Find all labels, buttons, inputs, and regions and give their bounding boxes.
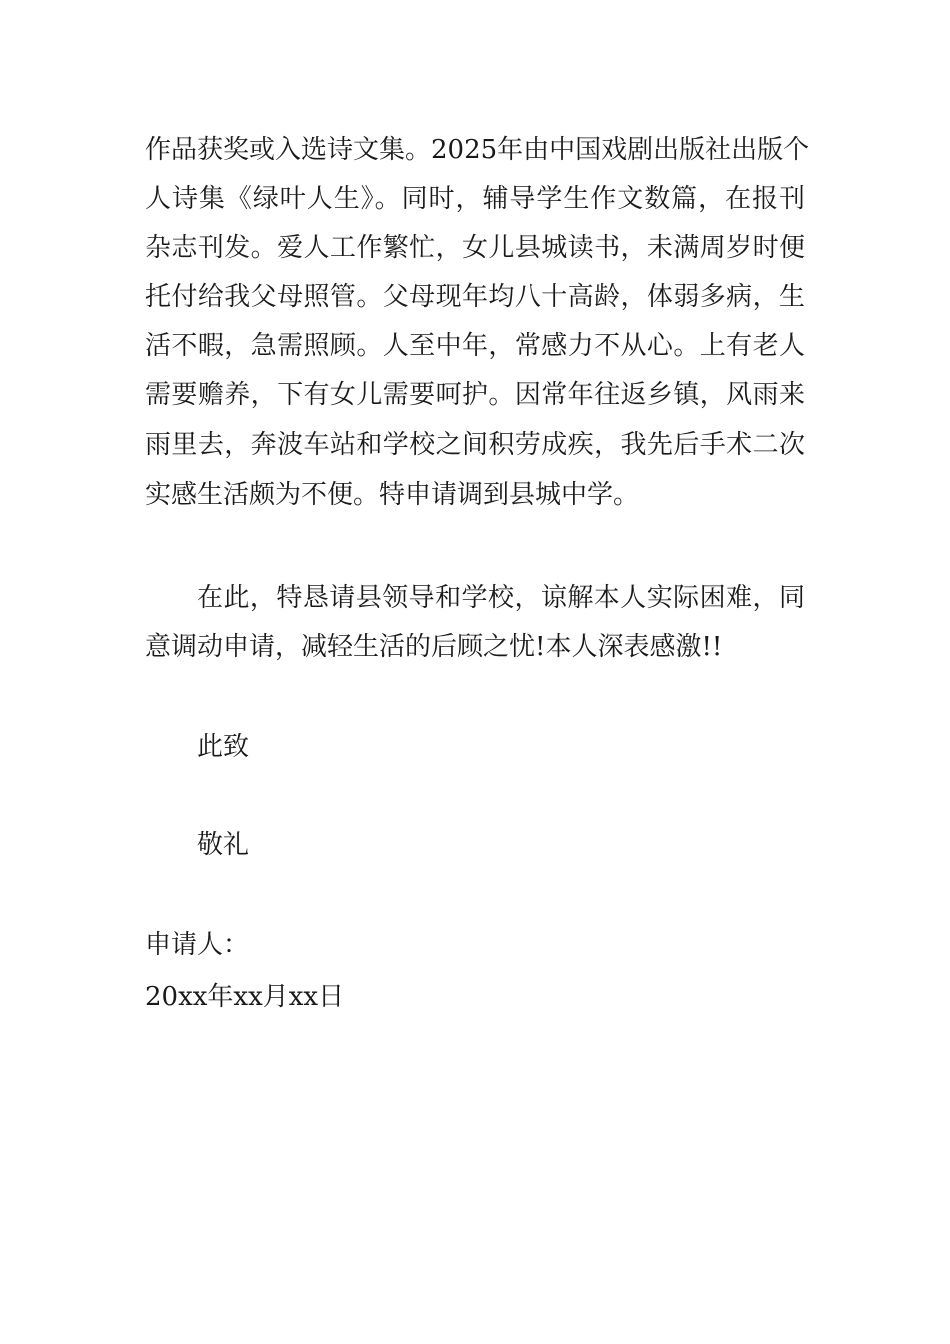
text-line: 意调动申请，减轻生活的后顾之忧!本人深表感激!!	[145, 632, 723, 662]
text-line: 实感生活颇为不便。特申请调到县城中学。	[145, 480, 640, 510]
text-line: 托付给我父母照管。父母现年均八十高龄，体弱多病，生	[145, 282, 805, 312]
text-line: 活不暇，急需照顾。人至中年，常感力不从心。上有老人	[145, 331, 805, 361]
date-line: 20xx年xx月xx日	[145, 982, 345, 1012]
text-line: 在此，特恳请县领导和学校，谅解本人实际困难，同	[197, 583, 805, 613]
closing-salutation-1: 此致	[197, 732, 250, 762]
text-line: 作品获奖或入选诗文集。2025年由中国戏剧出版社出版个	[145, 135, 810, 165]
applicant-label: 申请人：	[145, 930, 250, 960]
text-line: 人诗集《绿叶人生》。同时，辅导学生作文数篇，在报刊	[145, 184, 805, 214]
closing-salutation-2: 敬礼	[197, 830, 250, 860]
text-line: 需要赡养，下有女儿需要呵护。因常年往返乡镇，风雨来	[145, 380, 805, 410]
text-line: 杂志刊发。爱人工作繁忙，女儿县城读书，未满周岁时便	[145, 233, 805, 263]
text-line: 雨里去，奔波车站和学校之间积劳成疾，我先后手术二次	[145, 430, 805, 460]
